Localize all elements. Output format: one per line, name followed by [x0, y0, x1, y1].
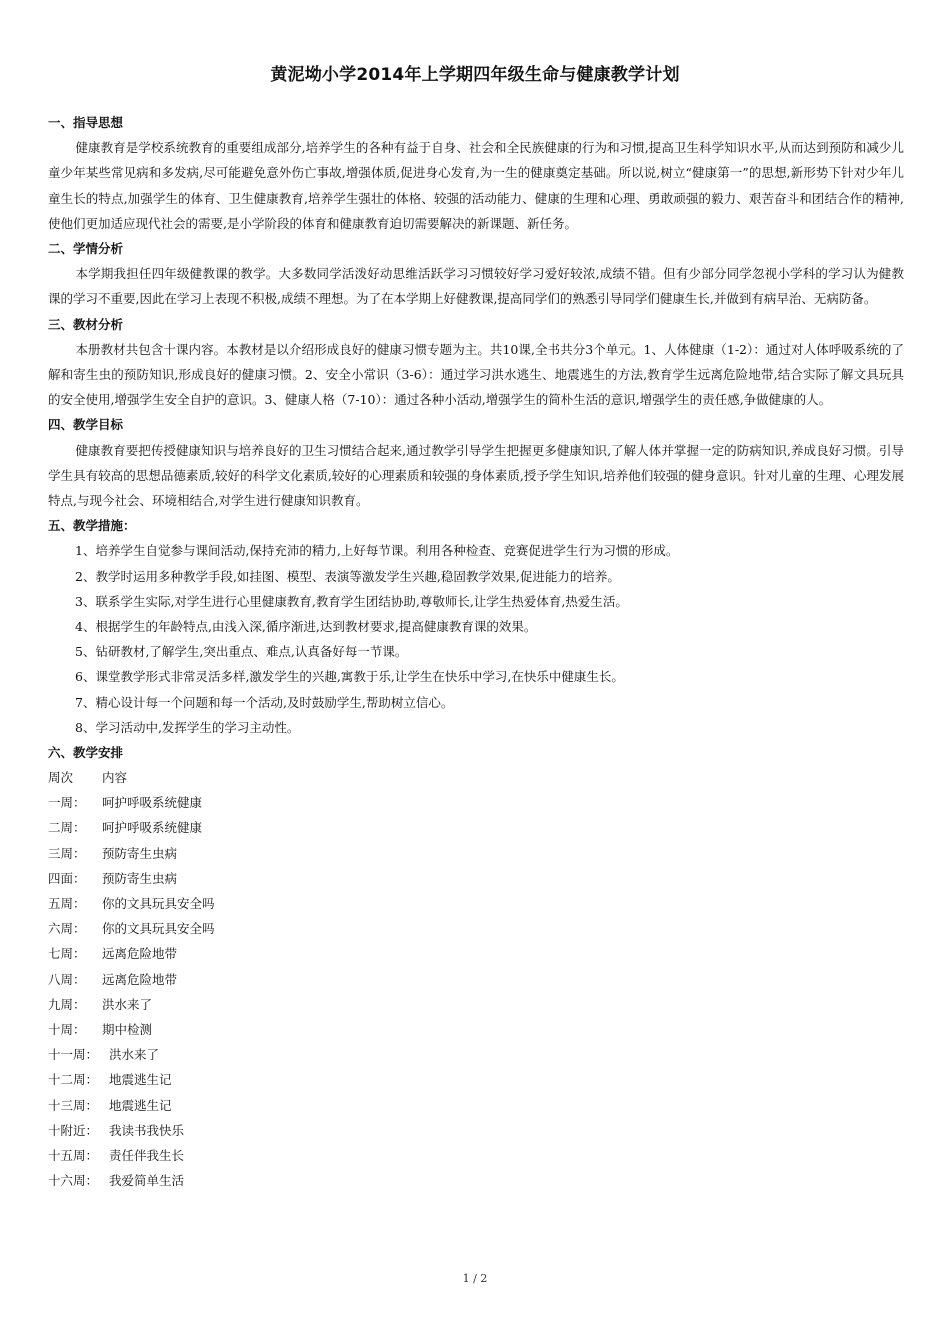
section-text-teaching-goals: 健康教育要把传授健康知识与培养良好的卫生习惯结合起来,通过教学引导学生把握更多健康知识,了解人体并掌握一定的防病知识,养成良好习惯。引导学生具有较高的思想品德素质,较好的科学文化素质,较好的心理素质和较强的身体素质,授予学生知识,培养他们较强的健身意识。针对儿童的生理、心理发展特点,与现今社会、环境相结合,对学生进行健康知识教育。 — [48, 442, 904, 508]
schedule-content: 呵护呼吸系统健康 — [102, 820, 203, 836]
document-body — [48, 110, 904, 1193]
section-text-student-analysis: 本学期我担任四年级健教课的教学。大多数同学活泼好动思维活跃学习习惯较好学习爱好较浓,成绩不错。但有少部分同学忽视小学科的学习认为健教课的学习不重要,因此在学习上表现不积极,成绩不理想。为了在本学期上好健教课,提高同学们的熟悉引导同学们健康生长,并做到有病早治、无病防备。 — [48, 266, 904, 307]
schedule-content: 你的文具玩具安全吗 — [102, 896, 215, 911]
schedule-week: 五周： — [48, 896, 86, 911]
schedule-week: 七周： — [48, 946, 86, 962]
schedule-week: 一周： — [48, 795, 86, 811]
schedule-content: 地震逃生记 — [109, 1072, 172, 1088]
schedule-row — [48, 992, 904, 1017]
schedule-content: 地震逃生记 — [109, 1097, 172, 1113]
schedule-row — [48, 1042, 904, 1067]
schedule-content: 洪水来了 — [102, 996, 153, 1012]
measure-item: 3、联系学生实际,对学生进行心里健康教育,教育学生团结协助,尊敬师长,让学生热爱体育,热爱生活。 — [75, 593, 628, 609]
section-heading-guiding-ideology: 一、指导思想 — [48, 115, 124, 130]
schedule-content: 远离危险地带 — [102, 971, 178, 987]
measure-item: 6、课堂教学形式非常灵活多样,激发学生的兴趣,寓教于乐,让学生在快乐中学习,在快乐中健康生长。 — [75, 669, 624, 685]
section-text-guiding-ideology: 健康教育是学校系统教育的重要组成部分,培养学生的各种有益于自身、社会和全民族健康的行为和习惯,提高卫生科学知识水平,从而达到预防和减少儿童少年某些常见病和多发病,尽可能避免意外伤亡事故,增强体质,促进身心发育,为一生的健康奠定基础。所以说,树立“健康第一”的思想,新形势下针对少年儿童生长的特点,加强学生的体育、卫生健康教育,培养学生强壮的体格、较强的活动能力、健康的生理和心理、勇敢顽强的毅力、艰苦奋斗和团结合作的精神,使他们更加适应现代社会的需要,是小学阶段的体育和健康教育迫切需要解决的新课题、新任务。 — [48, 140, 904, 231]
schedule-row — [48, 815, 904, 840]
schedule-content: 责任伴我生长 — [109, 1147, 185, 1163]
schedule-row — [48, 1143, 904, 1168]
measure-item: 5、钻研教材,了解学生,突出重点、难点,认真备好每一节课。 — [75, 644, 408, 660]
measure-item: 8、学习活动中,发挥学生的学习主动性。 — [75, 719, 300, 735]
schedule-content: 我爱简单生活 — [109, 1173, 185, 1189]
schedule-week: 十一周： — [48, 1047, 99, 1063]
schedule-content: 期中检测 — [102, 1021, 153, 1037]
schedule-row — [48, 1118, 904, 1143]
schedule-week: 十周： — [48, 1021, 86, 1037]
section-heading-teaching-goals: 四、教学目标 — [48, 417, 124, 433]
measures-list — [48, 538, 904, 740]
schedule-week: 四面： — [48, 870, 86, 886]
measure-item: 4、根据学生的年龄特点,由浅入深,循序渐进,达到教材要求,提高健康教育课的效果。 — [75, 618, 537, 634]
document-title: 黄泥坳小学2014年上学期四年级生命与健康教学计划 — [270, 65, 680, 85]
measure-item: 1、培养学生自觉参与课间活动,保持充沛的精力,上好每节课。利用各种检查、竞赛促进学生行为习惯的形成。 — [75, 543, 679, 559]
schedule-row — [48, 1017, 904, 1042]
schedule-week: 十附近： — [48, 1122, 99, 1138]
schedule-row — [48, 891, 904, 916]
schedule-row — [48, 1067, 904, 1092]
schedule-content: 你的文具玩具安全吗 — [102, 921, 215, 937]
schedule-content: 预防寄生虫病 — [102, 870, 178, 886]
schedule-row — [48, 967, 904, 992]
schedule-week: 三周： — [48, 845, 86, 861]
schedule-row — [48, 841, 904, 866]
schedule-week: 十六周： — [48, 1173, 99, 1189]
page-number: 1 / 2 — [462, 1272, 488, 1285]
schedule-header-row — [48, 765, 904, 790]
measure-item: 2、教学时运用多种教学手段,如挂图、模型、表演等激发学生兴趣,稳固教学效果,促进能力的培养。 — [75, 568, 620, 584]
schedule-week: 十二周： — [48, 1072, 99, 1088]
schedule-header-week: 周次 — [48, 770, 74, 786]
schedule-row — [48, 1168, 904, 1193]
schedule-week: 六周： — [48, 921, 86, 937]
schedule-row — [48, 866, 904, 891]
schedule-table — [48, 765, 904, 1193]
schedule-week: 二周： — [48, 820, 86, 836]
schedule-row — [48, 790, 904, 815]
schedule-week: 十三周： — [48, 1097, 99, 1113]
section-heading-student-analysis: 二、学情分析 — [48, 241, 124, 256]
measure-item: 7、精心设计每一个问题和每一个活动,及时鼓励学生,帮助树立信心。 — [75, 694, 454, 710]
schedule-content: 洪水来了 — [109, 1047, 160, 1063]
schedule-row — [48, 941, 904, 966]
schedule-content: 远离危险地带 — [102, 946, 178, 962]
schedule-row — [48, 1093, 904, 1118]
schedule-content: 我读书我快乐 — [109, 1122, 185, 1138]
section-heading-material-analysis: 三、教材分析 — [48, 316, 124, 332]
section-heading-teaching-schedule: 六、教学安排 — [48, 744, 124, 760]
schedule-row — [48, 916, 904, 941]
schedule-content: 呵护呼吸系统健康 — [102, 795, 203, 811]
schedule-week: 八周： — [48, 971, 86, 987]
schedule-week: 九周： — [48, 996, 86, 1012]
schedule-content: 预防寄生虫病 — [102, 845, 178, 861]
schedule-week: 十五周： — [48, 1147, 99, 1163]
section-heading-teaching-measures: 五、教学措施： — [48, 518, 136, 534]
schedule-header-content: 内容 — [102, 770, 128, 786]
section-text-material-analysis: 本册教材共包含十课内容。本教材是以介绍形成良好的健康习惯专题为主。共10课,全书共分3个单元。1、人体健康（1-2）：通过对人体呼吸系统的了解和寄生虫的预防知识,形成良好的健康习惯。2、安全小常识（3-6）：通过学习洪水逃生、地震逃生的方法,教育学生远离危险地带,结合实际了解文具玩具的安全使用,增强学生安全自护的意识。3、健康人格（7-10）：通过各种小活动,增强学生的简朴生活的意识,增强学生的责任感,争做健康的人。 — [48, 341, 904, 408]
